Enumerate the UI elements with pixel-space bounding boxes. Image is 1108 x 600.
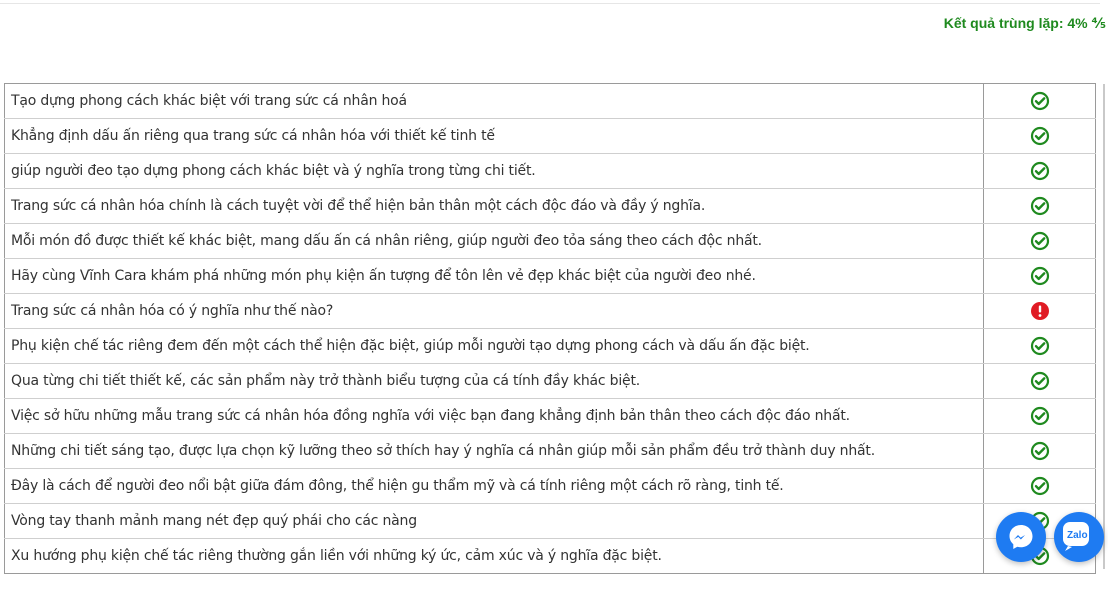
duplicate-result: Kết quả trùng lặp: 4% ⅘ (943, 15, 1106, 31)
sentence-cell: giúp người đeo tạo dựng phong cách khác biệt và ý nghĩa trong từng chi tiết. (5, 154, 984, 189)
check-circle-icon (1030, 441, 1050, 461)
scrollbar-track[interactable] (1103, 84, 1105, 569)
zalo-label: Zalo (1067, 530, 1088, 541)
table-row (5, 399, 1096, 434)
sentence-cell: Những chi tiết sáng tạo, được lựa chọn kỹ lưỡng theo sở thích hay ý nghĩa cá nhân giúp mỗi sản phẩm đều trở thành duy nhất. (5, 434, 984, 469)
check-circle-icon (1030, 266, 1050, 286)
status-cell[interactable] (984, 154, 1096, 189)
sentence-table-body (5, 84, 1096, 574)
status-cell[interactable] (984, 399, 1096, 434)
check-circle-icon (1030, 231, 1050, 251)
status-cell[interactable] (984, 224, 1096, 259)
table-row (5, 189, 1096, 224)
status-cell[interactable] (984, 469, 1096, 504)
status-cell[interactable] (984, 189, 1096, 224)
sentence-cell: Vòng tay thanh mảnh mang nét đẹp quý phái cho các nàng (5, 504, 984, 539)
check-circle-icon (1030, 196, 1050, 216)
check-circle-icon (1030, 91, 1050, 111)
top-divider (0, 3, 1100, 4)
sentence-table (4, 83, 1096, 574)
status-cell[interactable] (984, 434, 1096, 469)
check-circle-icon (1030, 126, 1050, 146)
sentence-cell: Phụ kiện chế tác riêng đem đến một cách thể hiện đặc biệt, giúp mỗi người tạo dựng phong cách và dấu ấn đặc biệt. (5, 329, 984, 364)
status-cell[interactable] (984, 364, 1096, 399)
table-row (5, 294, 1096, 329)
check-circle-icon (1030, 336, 1050, 356)
status-cell[interactable] (984, 329, 1096, 364)
sentence-cell: Tạo dựng phong cách khác biệt với trang sức cá nhân hoá (5, 84, 984, 119)
check-circle-icon (1030, 161, 1050, 181)
table-row (5, 329, 1096, 364)
sentence-cell: Đây là cách để người đeo nổi bật giữa đám đông, thể hiện gu thẩm mỹ và cá tính riêng một cách rõ ràng, tinh tế. (5, 469, 984, 504)
table-row (5, 469, 1096, 504)
table-row (5, 259, 1096, 294)
status-cell[interactable] (984, 84, 1096, 119)
table-row (5, 364, 1096, 399)
table-row (5, 539, 1096, 574)
table-row (5, 504, 1096, 539)
sentence-cell: Mỗi món đồ được thiết kế khác biệt, mang dấu ấn cá nhân riêng, giúp người đeo tỏa sáng theo cách độc nhất. (5, 224, 984, 259)
sentence-cell: Qua từng chi tiết thiết kế, các sản phẩm này trở thành biểu tượng của cá tính đầy khác biệt. (5, 364, 984, 399)
warning-circle-icon (1030, 301, 1050, 321)
messenger-button[interactable] (996, 512, 1046, 562)
sentence-cell: Xu hướng phụ kiện chế tác riêng thường gắn liền với những ký ức, cảm xúc và ý nghĩa đặc biệt. (5, 539, 984, 574)
check-circle-icon (1030, 406, 1050, 426)
status-cell[interactable] (984, 259, 1096, 294)
sentence-cell: Việc sở hữu những mẫu trang sức cá nhân hóa đồng nghĩa với việc bạn đang khẳng định bản thân theo cách độc đáo nhất. (5, 399, 984, 434)
table-row (5, 224, 1096, 259)
zalo-button[interactable] (1054, 512, 1104, 562)
sentence-cell: Hãy cùng Vĩnh Cara khám phá những món phụ kiện ấn tượng để tôn lên vẻ đẹp khác biệt của người đeo nhé. (5, 259, 984, 294)
sentence-cell: Trang sức cá nhân hóa có ý nghĩa như thế nào? (5, 294, 984, 329)
table-row (5, 84, 1096, 119)
check-circle-icon (1030, 476, 1050, 496)
sentence-cell: Trang sức cá nhân hóa chính là cách tuyệt vời để thể hiện bản thân một cách độc đáo và đầy ý nghĩa. (5, 189, 984, 224)
status-cell[interactable] (984, 294, 1096, 329)
sentence-cell: Khẳng định dấu ấn riêng qua trang sức cá nhân hóa với thiết kế tinh tế (5, 119, 984, 154)
check-circle-icon (1030, 371, 1050, 391)
table-row (5, 434, 1096, 469)
status-cell[interactable] (984, 119, 1096, 154)
table-row (5, 154, 1096, 189)
messenger-icon (1007, 523, 1035, 551)
table-row (5, 119, 1096, 154)
